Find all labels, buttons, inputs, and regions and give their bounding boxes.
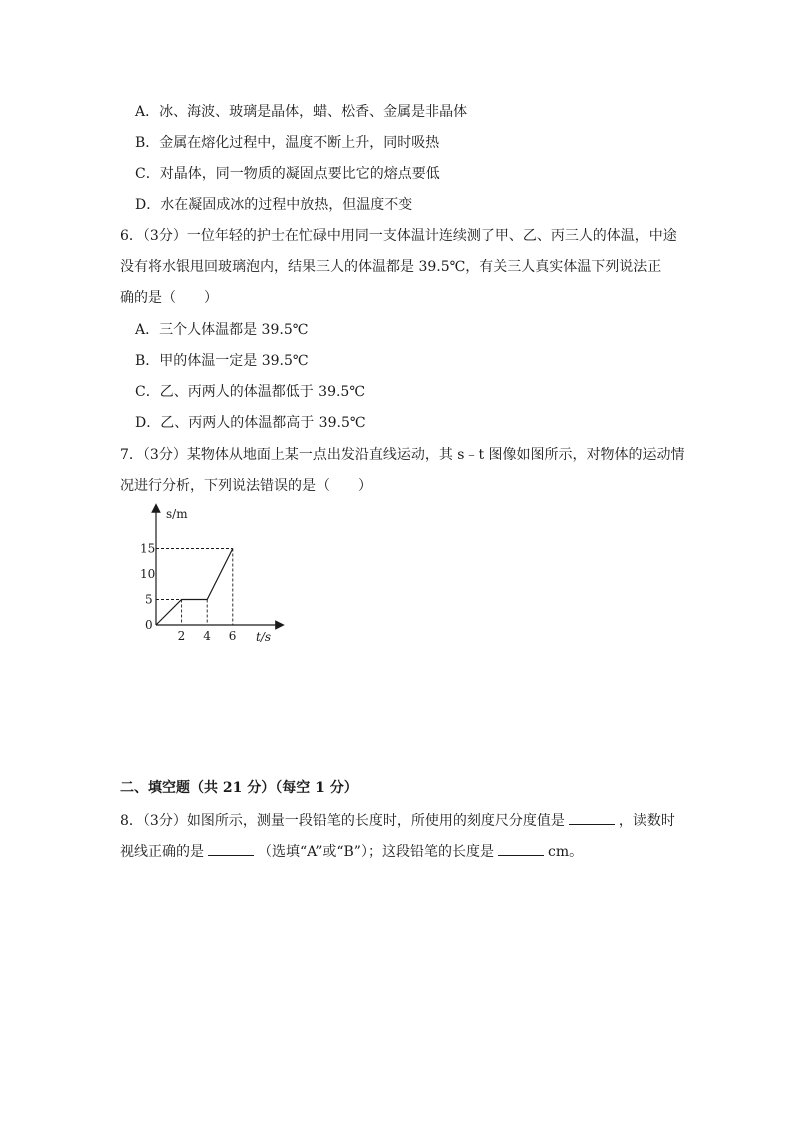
s-t-graph <box>140 500 290 650</box>
q8-blank-3[interactable] <box>498 841 544 856</box>
origin-label: 0 <box>145 618 153 632</box>
y-axis-label: s/m <box>166 507 188 521</box>
y-tick-label: 15 <box>140 541 156 556</box>
q5-option-a: A．冰、海波、玻璃是晶体，蜡、松香、金属是非晶体 <box>135 104 468 120</box>
q6-option-a: A．三个人体温都是 39.5℃ <box>135 322 309 338</box>
y-tick-label: 10 <box>140 567 156 581</box>
q8-text-2c: cm。 <box>547 844 584 860</box>
q7-stem-line-1: 7．（3分）某物体从地面上某一点出发沿直线运动，其 s﹣t 图像如图所示，对物体的运动情 <box>120 447 685 463</box>
x-tick-label: 2 <box>177 629 186 643</box>
q7-stem-line-2: 况进行分析，下列说法错误的是（ ） <box>120 478 372 494</box>
q5-option-c: C．对晶体，同一物质的凝固点要比它的熔点要低 <box>135 166 440 182</box>
q8-text-1b: ，读数时 <box>618 813 675 829</box>
x-axis-label: t/s <box>256 630 272 644</box>
q6-stem-line-1: 6．（3分）一位年轻的护士在忙碌中用同一支体温计连续测了甲、乙、丙三人的体温，中途 <box>120 228 677 244</box>
q6-option-c: C．乙、丙两人的体温都低于 39.5℃ <box>135 384 365 400</box>
q5-option-d: D．水在凝固成冰的过程中放热，但温度不变 <box>135 197 413 213</box>
q8-text-2b: （选填“A”或“B”）；这段铅笔的长度是 <box>258 844 494 860</box>
q5-option-b: B．金属在熔化过程中，温度不断上升，同时吸热 <box>135 135 440 151</box>
series-line <box>156 549 233 626</box>
q8-blank-1[interactable] <box>569 810 615 825</box>
x-tick-label: 4 <box>203 629 211 643</box>
q8-text-1a: 8．（3分）如图所示，测量一段铅笔的长度时，所使用的刻度尺分度值是 <box>120 813 565 829</box>
q8-line-2 <box>120 841 583 862</box>
q6-stem-line-3: 确的是（ ） <box>120 290 218 306</box>
section-heading: 二、填空题（共 21 分）（每空 1 分） <box>120 780 358 796</box>
y-tick-label: 5 <box>145 592 153 607</box>
q8-blank-2[interactable] <box>208 841 254 856</box>
q6-stem-line-2: 没有将水银甩回玻璃泡内，结果三人的体温都是 39.5℃，有关三人真实体温下列说法正 <box>120 259 662 275</box>
q8-text-2a: 视线正确的是 <box>120 844 204 860</box>
x-tick-label: 6 <box>228 629 237 643</box>
q8-line-1 <box>120 810 675 831</box>
q6-option-d: D．乙、丙两人的体温都高于 39.5℃ <box>135 415 366 431</box>
q6-option-b: B．甲的体温一定是 39.5℃ <box>135 353 309 369</box>
